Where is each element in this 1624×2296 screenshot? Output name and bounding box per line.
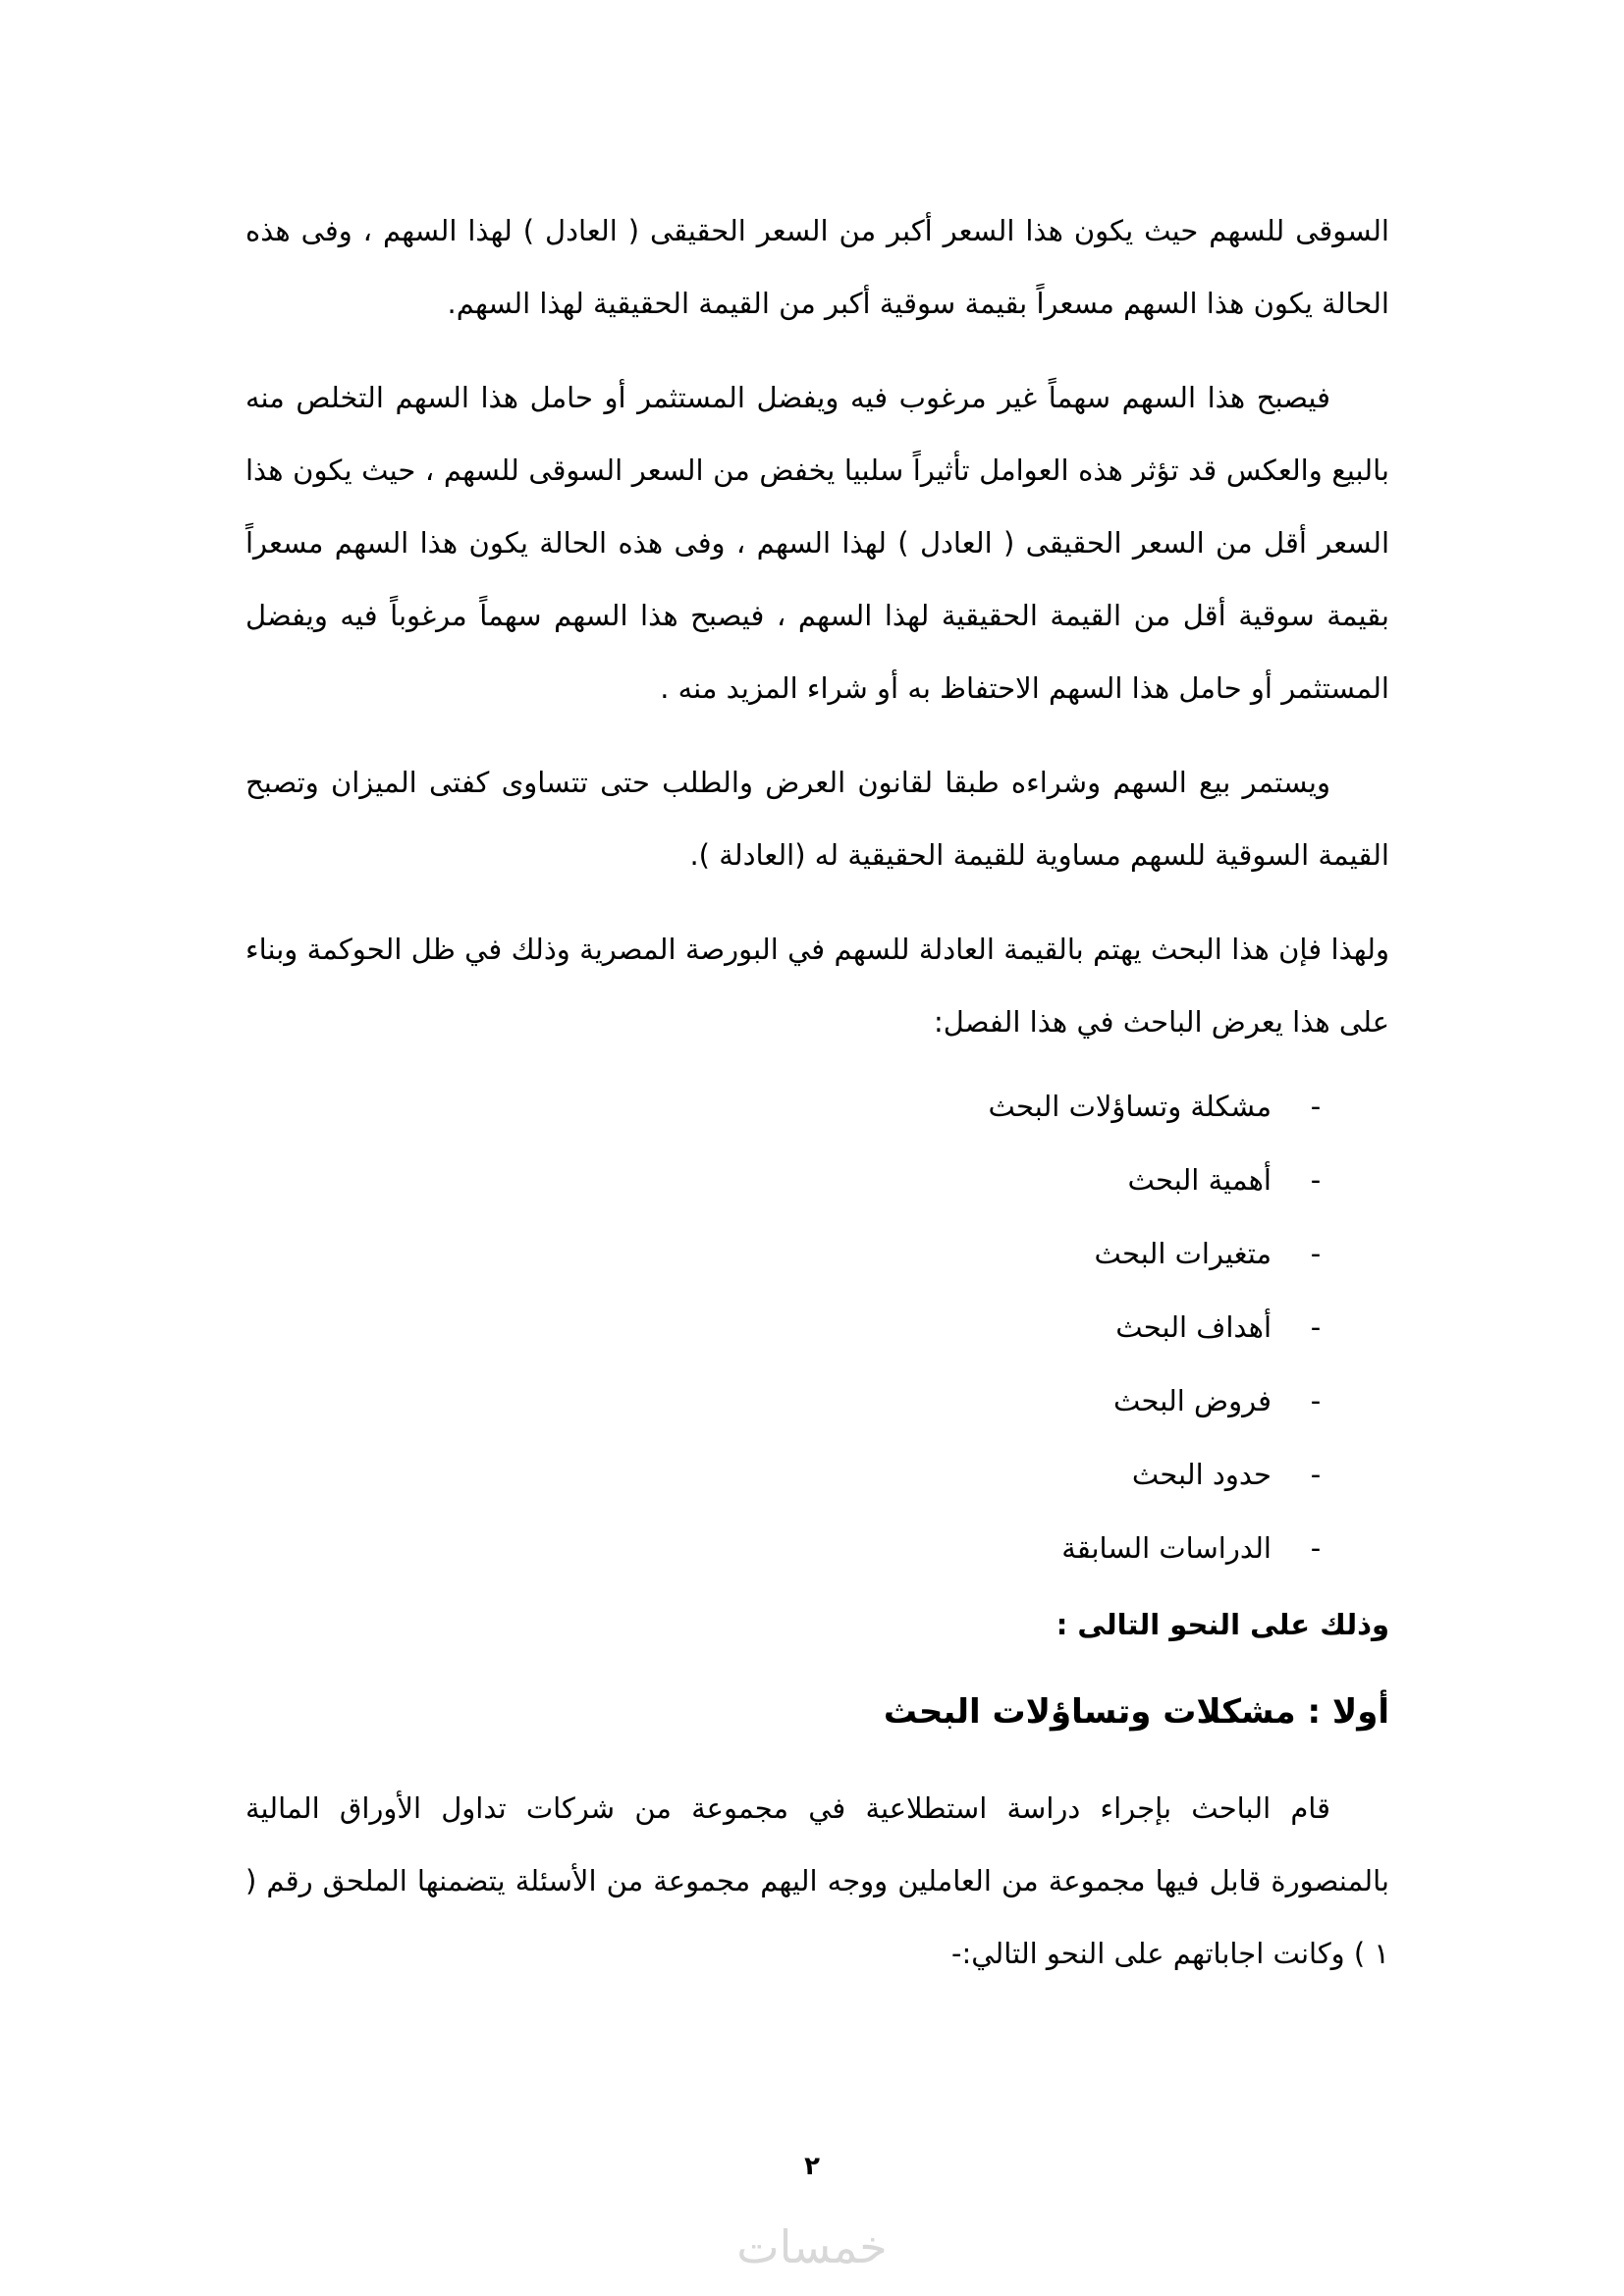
paragraph-gap [245,340,1389,361]
section-heading: أولا : مشكلات وتساؤلات البحث [883,1692,1389,1732]
paragraph-gap [245,891,1389,913]
watermark-logo: خمسات [736,2220,888,2273]
list-item [245,1070,1360,1144]
paragraph-3: ويستمر بيع السهم وشراءه طبقا لقانون العرض والطلب حتى تتساوى كفتى الميزان وتصبح القيمة السوقية للسهم مساوية للقيمة الحقيقية له (العادلة ). [245,766,1389,872]
list-item [245,1512,1360,1585]
bullet-dash: - [1310,1384,1322,1417]
paragraph-2: فيصبح هذا السهم سهماً غير مرغوب فيه ويفضل المستثمر أو حامل هذا السهم التخلص منه بالبيع والعكس قد تؤثر هذه العوامل تأثيراً سلبيا يخفض من السعر السوقى للسهم ، حيث يكون هذا السعر أقل من السعر الحقيقى ( العادل ) لهذا السهم ، وفى هذه الحالة يكون هذا السهم مسعراً بقيمة سوقية أقل من القيمة الحقيقية لهذا السهم ، فيصبح هذا السهم سهماً مرغوباً فيه ويفضل المستثمر أو حامل هذا السهم الاحتفاظ به أو شراء المزيد منه . [245,381,1389,705]
list-item-text: مشكلة وتساؤلات البحث [988,1090,1272,1123]
bullet-dash: - [1310,1237,1322,1270]
list-item-text: أهداف البحث [1115,1310,1272,1344]
bullet-dash: - [1310,1458,1322,1491]
list-item [245,1364,1360,1438]
topics-list [245,1070,1389,1585]
list-item-text: الدراسات السابقة [1061,1531,1272,1565]
bullet-dash: - [1310,1531,1322,1565]
body-text [245,194,1389,1990]
paragraph-gap [245,724,1389,746]
transition-subheading: وذلك على النحو التالى : [1056,1608,1389,1641]
bullet-dash: - [1310,1090,1322,1123]
list-item-text: حدود البحث [1131,1458,1272,1491]
page-number: ٢ [804,2152,820,2181]
list-item [245,1217,1360,1291]
list-item-text: فروض البحث [1113,1384,1272,1417]
bullet-dash: - [1310,1310,1322,1344]
list-item [245,1291,1360,1364]
bullet-dash: - [1310,1163,1322,1197]
list-item [245,1144,1360,1217]
paragraph-1: السوقى للسهم حيث يكون هذا السعر أكبر من السعر الحقيقى ( العادل ) لهذا السهم ، وفى هذه الحالة يكون هذا السهم مسعراً بقيمة سوقية أكبر من القيمة الحقيقية لهذا السهم. [245,214,1389,320]
paragraph-4: ولهذا فإن هذا البحث يهتم بالقيمة العادلة للسهم في البورصة المصرية وذلك في ظل الحوكمة وبناء على هذا يعرض الباحث في هذا الفصل: [245,933,1389,1039]
list-item-text: أهمية البحث [1127,1163,1272,1197]
list-item [245,1438,1360,1512]
list-item-text: متغيرات البحث [1094,1237,1272,1270]
paragraph-5: قام الباحث بإجراء دراسة استطلاعية في مجموعة من شركات تداول الأوراق المالية بالمنصورة قابل فيها مجموعة من العاملين ووجه اليهم مجموعة من الأسئلة يتضمنها الملحق رقم ( ١ ) وكانت اجاباتهم على النحو التالي:- [245,1791,1389,1970]
